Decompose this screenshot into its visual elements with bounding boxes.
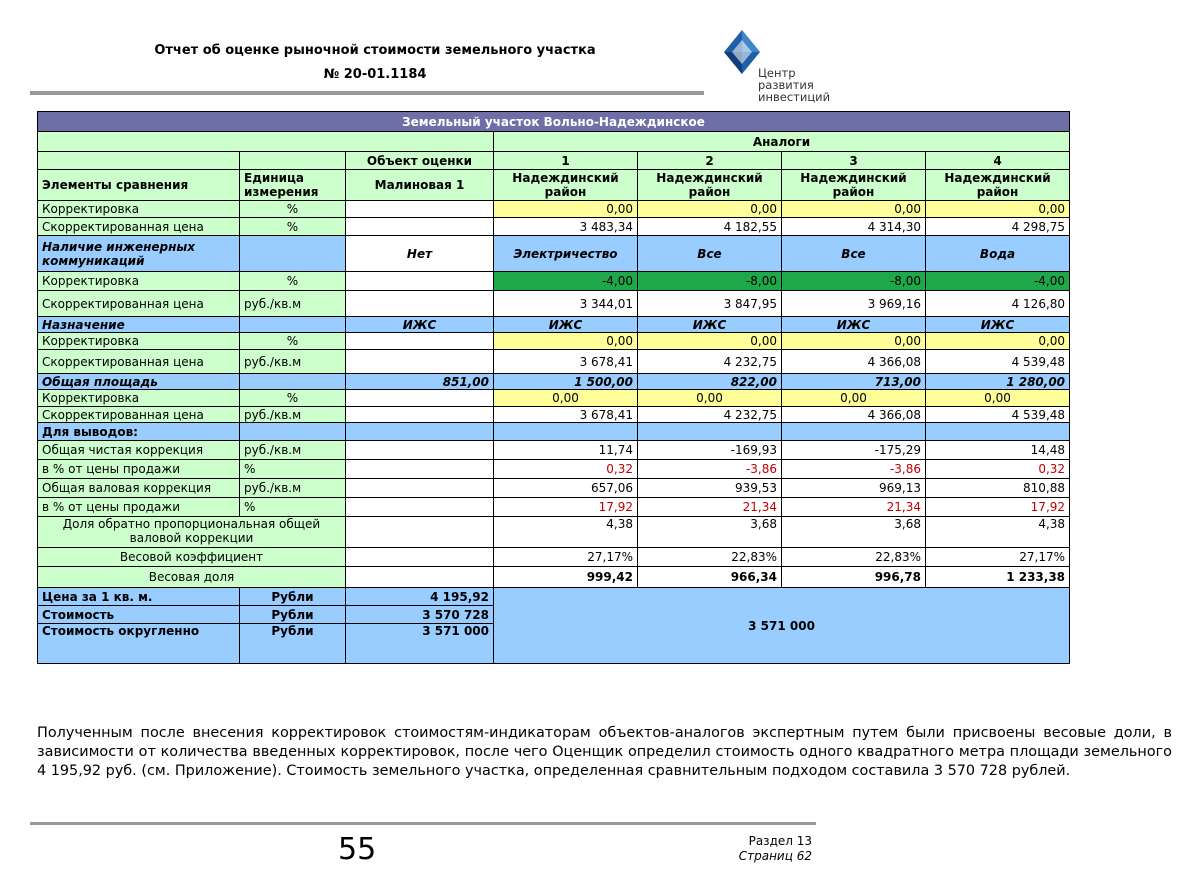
row-unit: % bbox=[240, 333, 346, 350]
analog-value: Вода bbox=[926, 236, 1070, 272]
row-label: Весовая доля bbox=[38, 567, 346, 588]
analog-value: Все bbox=[782, 236, 926, 272]
correction-cell: -4,00 bbox=[926, 272, 1070, 291]
analog-value: 1 500,00 bbox=[494, 374, 638, 390]
subject-header: Объект оценки bbox=[346, 152, 494, 170]
gross-correction-cell: 657,06 bbox=[494, 479, 638, 498]
subject-value: 851,00 bbox=[346, 374, 494, 390]
gross-correction-cell: 969,13 bbox=[782, 479, 926, 498]
net-correction-cell: -175,29 bbox=[782, 441, 926, 460]
correction-cell: 0,00 bbox=[926, 390, 1070, 407]
row-label: Корректировка bbox=[38, 333, 240, 350]
section-info: Раздел 13 Страниц 62 bbox=[738, 834, 812, 863]
row-label: Доля обратно пропорциональная общей валовой коррекции bbox=[38, 517, 346, 548]
price-cell: 4 182,55 bbox=[638, 218, 782, 236]
net-pct-cell: -3,86 bbox=[782, 460, 926, 479]
summary-value: 3 571 000 bbox=[346, 624, 494, 664]
correction-cell: 0,00 bbox=[782, 390, 926, 407]
net-correction-cell: 11,74 bbox=[494, 441, 638, 460]
row-label: в % от цены продажи bbox=[38, 460, 240, 479]
row-label: Скорректированная цена bbox=[38, 407, 240, 423]
share-cell: 4,38 bbox=[926, 517, 1070, 548]
net-pct-cell: 0,32 bbox=[926, 460, 1070, 479]
analog-value: ИЖС bbox=[926, 317, 1070, 333]
correction-cell: 0,00 bbox=[494, 333, 638, 350]
analog-value: 822,00 bbox=[638, 374, 782, 390]
analogs-header: Аналоги bbox=[494, 132, 1070, 152]
correction-cell: 0,00 bbox=[638, 390, 782, 407]
row-label: Общая валовая коррекция bbox=[38, 479, 240, 498]
summary-label: Стоимость bbox=[38, 606, 240, 624]
row-label: Корректировка bbox=[38, 272, 240, 291]
row-label: Скорректированная цена bbox=[38, 218, 240, 236]
summary-unit: Рубли bbox=[240, 606, 346, 624]
correction-cell: 0,00 bbox=[782, 201, 926, 218]
summary-unit: Рубли bbox=[240, 624, 346, 664]
row-unit: % bbox=[240, 390, 346, 407]
gross-pct-cell: 21,34 bbox=[782, 498, 926, 517]
analog-value: ИЖС bbox=[782, 317, 926, 333]
summary-value: 4 195,92 bbox=[346, 588, 494, 606]
correction-cell: -8,00 bbox=[638, 272, 782, 291]
correction-cell: 0,00 bbox=[926, 333, 1070, 350]
weight-cell: 27,17% bbox=[926, 548, 1070, 567]
col-unit-header: Единица измерения bbox=[240, 170, 346, 201]
summary-value: 3 570 728 bbox=[346, 606, 494, 624]
analog-name: Надеждинский район bbox=[494, 170, 638, 201]
weighted-share-cell: 996,78 bbox=[782, 567, 926, 588]
row-unit: % bbox=[240, 218, 346, 236]
correction-cell: 0,00 bbox=[494, 201, 638, 218]
conclusion-paragraph: Полученным после внесения корректировок стоимостям-индикаторам объектов-аналогов экспертным путем были присвоены весовые доли, в зависимости от количества введенных корректировок, после чего Оценщик определил стоимость одного квадратного метра площади земельного 4 195,92 руб. (см. Приложение). Стоимость земельного участка, определенная сравнительным подходом составила 3 570 728 рублей. bbox=[37, 725, 1172, 779]
group-label: Наличие инженерных коммуникаций bbox=[38, 236, 240, 272]
analog-value: Электричество bbox=[494, 236, 638, 272]
conclusions-label: Для выводов: bbox=[38, 423, 240, 441]
price-cell: 4 539,48 bbox=[926, 407, 1070, 423]
row-unit: % bbox=[240, 460, 346, 479]
gross-pct-cell: 21,34 bbox=[638, 498, 782, 517]
price-cell: 3 847,95 bbox=[638, 291, 782, 317]
subject-name: Малиновая 1 bbox=[346, 170, 494, 201]
analog-value: 1 280,00 bbox=[926, 374, 1070, 390]
gross-pct-cell: 17,92 bbox=[926, 498, 1070, 517]
price-cell: 3 678,41 bbox=[494, 407, 638, 423]
analog-num: 3 bbox=[782, 152, 926, 170]
share-cell: 4,38 bbox=[494, 517, 638, 548]
row-unit: % bbox=[240, 272, 346, 291]
row-label: в % от цены продажи bbox=[38, 498, 240, 517]
correction-cell: 0,00 bbox=[926, 201, 1070, 218]
gross-pct-cell: 17,92 bbox=[494, 498, 638, 517]
row-label: Весовой коэффициент bbox=[38, 548, 346, 567]
price-cell: 4 298,75 bbox=[926, 218, 1070, 236]
correction-cell: 0,00 bbox=[782, 333, 926, 350]
row-label: Корректировка bbox=[38, 390, 240, 407]
price-cell: 4 539,48 bbox=[926, 350, 1070, 374]
row-unit: руб./кв.м bbox=[240, 407, 346, 423]
weight-cell: 27,17% bbox=[494, 548, 638, 567]
gross-correction-cell: 939,53 bbox=[638, 479, 782, 498]
price-cell: 4 366,08 bbox=[782, 407, 926, 423]
row-unit: руб./кв.м bbox=[240, 441, 346, 460]
report-title: Отчет об оценке рыночной стоимости земельного участка bbox=[154, 43, 596, 58]
correction-cell: -8,00 bbox=[782, 272, 926, 291]
summary-label: Цена за 1 кв. м. bbox=[38, 588, 240, 606]
weight-cell: 22,83% bbox=[638, 548, 782, 567]
final-value: 3 571 000 bbox=[494, 588, 1070, 664]
price-cell: 3 969,16 bbox=[782, 291, 926, 317]
share-cell: 3,68 bbox=[638, 517, 782, 548]
row-unit: руб./кв.м bbox=[240, 479, 346, 498]
analog-num: 2 bbox=[638, 152, 782, 170]
row-unit: % bbox=[240, 201, 346, 218]
weighted-share-cell: 999,42 bbox=[494, 567, 638, 588]
price-cell: 3 678,41 bbox=[494, 350, 638, 374]
weighted-share-cell: 966,34 bbox=[638, 567, 782, 588]
col-elements-header: Элементы сравнения bbox=[38, 170, 240, 201]
correction-cell: 0,00 bbox=[494, 390, 638, 407]
comparison-table bbox=[37, 111, 1070, 664]
summary-unit: Рубли bbox=[240, 588, 346, 606]
gross-correction-cell: 810,88 bbox=[926, 479, 1070, 498]
summary-label: Стоимость округленно bbox=[38, 624, 240, 664]
report-number: № 20-01.1184 bbox=[323, 67, 427, 82]
analog-value: Все bbox=[638, 236, 782, 272]
analog-value: ИЖС bbox=[494, 317, 638, 333]
net-pct-cell: -3,86 bbox=[638, 460, 782, 479]
subject-value: Нет bbox=[346, 236, 494, 272]
net-correction-cell: -169,93 bbox=[638, 441, 782, 460]
price-cell: 4 232,75 bbox=[638, 407, 782, 423]
row-unit: руб./кв.м bbox=[240, 291, 346, 317]
correction-cell: -4,00 bbox=[494, 272, 638, 291]
page-number: 55 bbox=[338, 832, 377, 867]
price-cell: 4 232,75 bbox=[638, 350, 782, 374]
weighted-share-cell: 1 233,38 bbox=[926, 567, 1070, 588]
analog-num: 1 bbox=[494, 152, 638, 170]
group-label: Назначение bbox=[38, 317, 240, 333]
row-label: Общая чистая коррекция bbox=[38, 441, 240, 460]
analog-name: Надеждинский район bbox=[782, 170, 926, 201]
analog-value: ИЖС bbox=[638, 317, 782, 333]
row-unit: руб./кв.м bbox=[240, 350, 346, 374]
subject-value: ИЖС bbox=[346, 317, 494, 333]
weight-cell: 22,83% bbox=[782, 548, 926, 567]
row-label: Скорректированная цена bbox=[38, 350, 240, 374]
company-logo-text: Центр развития инвестиций bbox=[758, 66, 831, 104]
net-correction-cell: 14,48 bbox=[926, 441, 1070, 460]
share-cell: 3,68 bbox=[782, 517, 926, 548]
row-label: Корректировка bbox=[38, 201, 240, 218]
header-divider bbox=[30, 91, 704, 95]
price-cell: 3 483,34 bbox=[494, 218, 638, 236]
group-label: Общая площадь bbox=[38, 374, 240, 390]
row-label: Скорректированная цена bbox=[38, 291, 240, 317]
analog-num: 4 bbox=[926, 152, 1070, 170]
analog-name: Надеждинский район bbox=[638, 170, 782, 201]
analog-value: 713,00 bbox=[782, 374, 926, 390]
price-cell: 4 126,80 bbox=[926, 291, 1070, 317]
footer-divider bbox=[30, 822, 816, 825]
table-title: Земельный участок Вольно-Надеждинское bbox=[38, 112, 1070, 132]
price-cell: 4 366,08 bbox=[782, 350, 926, 374]
correction-cell: 0,00 bbox=[638, 333, 782, 350]
net-pct-cell: 0,32 bbox=[494, 460, 638, 479]
analog-name: Надеждинский район bbox=[926, 170, 1070, 201]
price-cell: 3 344,01 bbox=[494, 291, 638, 317]
correction-cell: 0,00 bbox=[638, 201, 782, 218]
row-unit: % bbox=[240, 498, 346, 517]
price-cell: 4 314,30 bbox=[782, 218, 926, 236]
